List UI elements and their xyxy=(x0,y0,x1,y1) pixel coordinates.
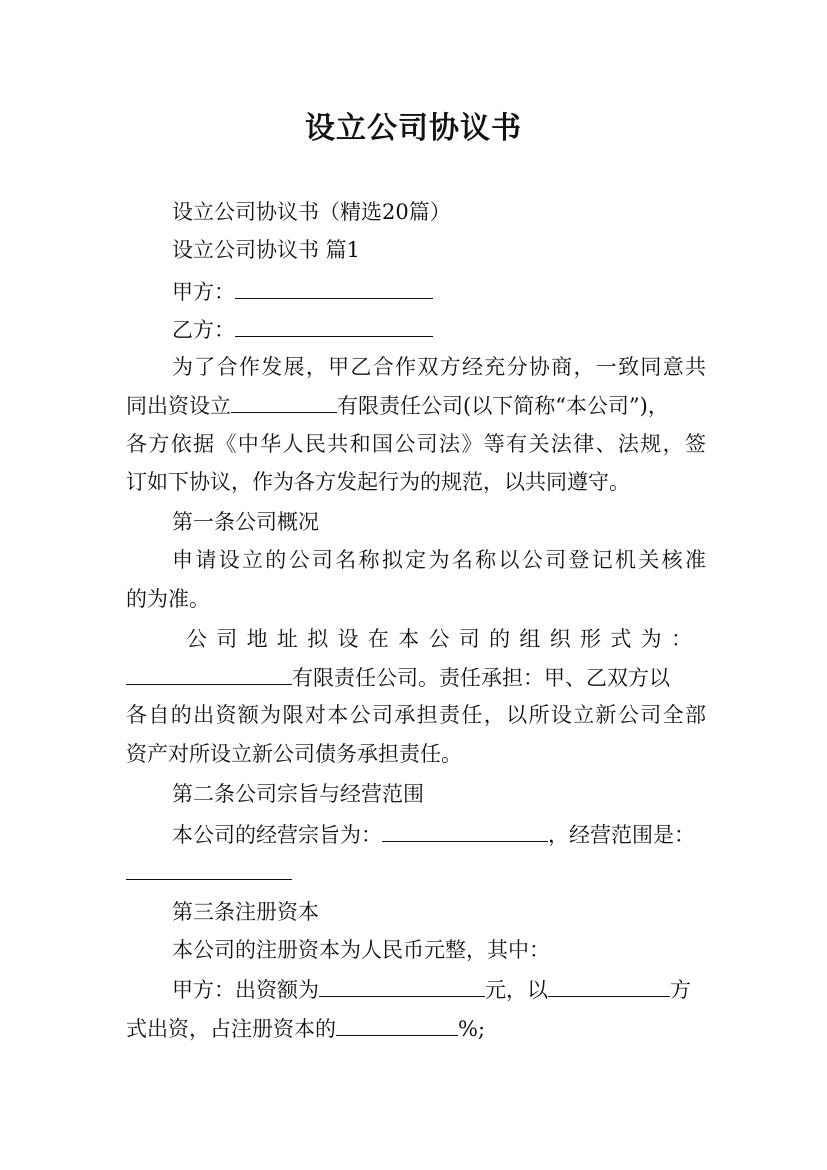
article-2-line2 xyxy=(126,857,706,888)
article-1-para2-line4: 资产对所设立新公司债务承担责任。 xyxy=(126,742,462,766)
contribution-label: 甲方：出资额为 xyxy=(172,978,319,1002)
scope-label: ，经营范围是： xyxy=(548,823,695,847)
para1-line1: 为了合作发展，甲乙合作双方经充分协商，一致同意共 xyxy=(172,355,706,379)
article-1-para2-line3: 各自的出资额为限对本公司承担责任，以所设立新公司全部 xyxy=(126,703,706,727)
purpose-blank xyxy=(382,819,548,842)
share-percent-blank xyxy=(336,1013,458,1036)
article-3-heading: 第三条注册资本 xyxy=(172,900,319,924)
article-1-para2-line1: 公司地址拟设在本公司的组织形式为： xyxy=(186,627,692,651)
para1-line2-end: 有限责任公司(以下简称“本公司”)， xyxy=(337,394,669,418)
party-b-label: 乙方： xyxy=(172,318,235,342)
article-3-line2 xyxy=(172,974,706,1005)
article-1-para2-line2-text: 有限责任公司。责任承担：甲、乙双方以 xyxy=(292,666,670,690)
purpose-label: 本公司的经营宗旨为： xyxy=(172,823,382,847)
article-1-para1-line1: 申请设立的公司名称拟定为名称以公司登记机关核准 xyxy=(172,548,706,572)
company-form-blank xyxy=(126,662,292,685)
share-label: 式出资，占注册资本的 xyxy=(126,1017,336,1041)
article-3-line3 xyxy=(126,1013,706,1044)
party-a-blank xyxy=(235,276,433,299)
para1-line2-start: 同出资设立 xyxy=(126,394,231,418)
article-2-line1 xyxy=(172,819,706,850)
article-3-line1: 本公司的注册资本为人民币元整，其中： xyxy=(172,938,550,962)
article-1-heading: 第一条公司概况 xyxy=(172,510,319,534)
subtitle: 设立公司协议书（精选20篇） xyxy=(172,200,451,224)
party-a-label: 甲方： xyxy=(172,280,235,304)
contribution-method-suffix: 方 xyxy=(670,978,691,1002)
article-2-heading: 第二条公司宗旨与经营范围 xyxy=(172,782,424,806)
article-1-para1-line2: 的为准。 xyxy=(126,587,210,611)
party-a-line xyxy=(172,276,706,307)
contribution-amount-blank xyxy=(319,974,485,997)
document-title: 设立公司协议书 xyxy=(305,111,522,146)
para1-line3: 各方依据《中华人民共和国公司法》等有关法律、法规，签 xyxy=(126,432,706,456)
share-percent-suffix: %; xyxy=(458,1017,486,1041)
party-b-blank xyxy=(235,314,433,337)
para1-line4: 订如下协议，作为各方发起行为的规范，以共同遵守。 xyxy=(126,470,630,494)
contribution-unit: 元，以 xyxy=(485,978,548,1002)
piece-heading: 设立公司协议书 篇1 xyxy=(172,238,361,262)
scope-blank xyxy=(126,857,292,880)
para1-line2 xyxy=(126,390,706,421)
company-name-blank xyxy=(231,390,337,413)
contribution-method-blank xyxy=(548,974,670,997)
party-b-line xyxy=(172,314,706,345)
article-1-para2-line2 xyxy=(126,662,706,693)
